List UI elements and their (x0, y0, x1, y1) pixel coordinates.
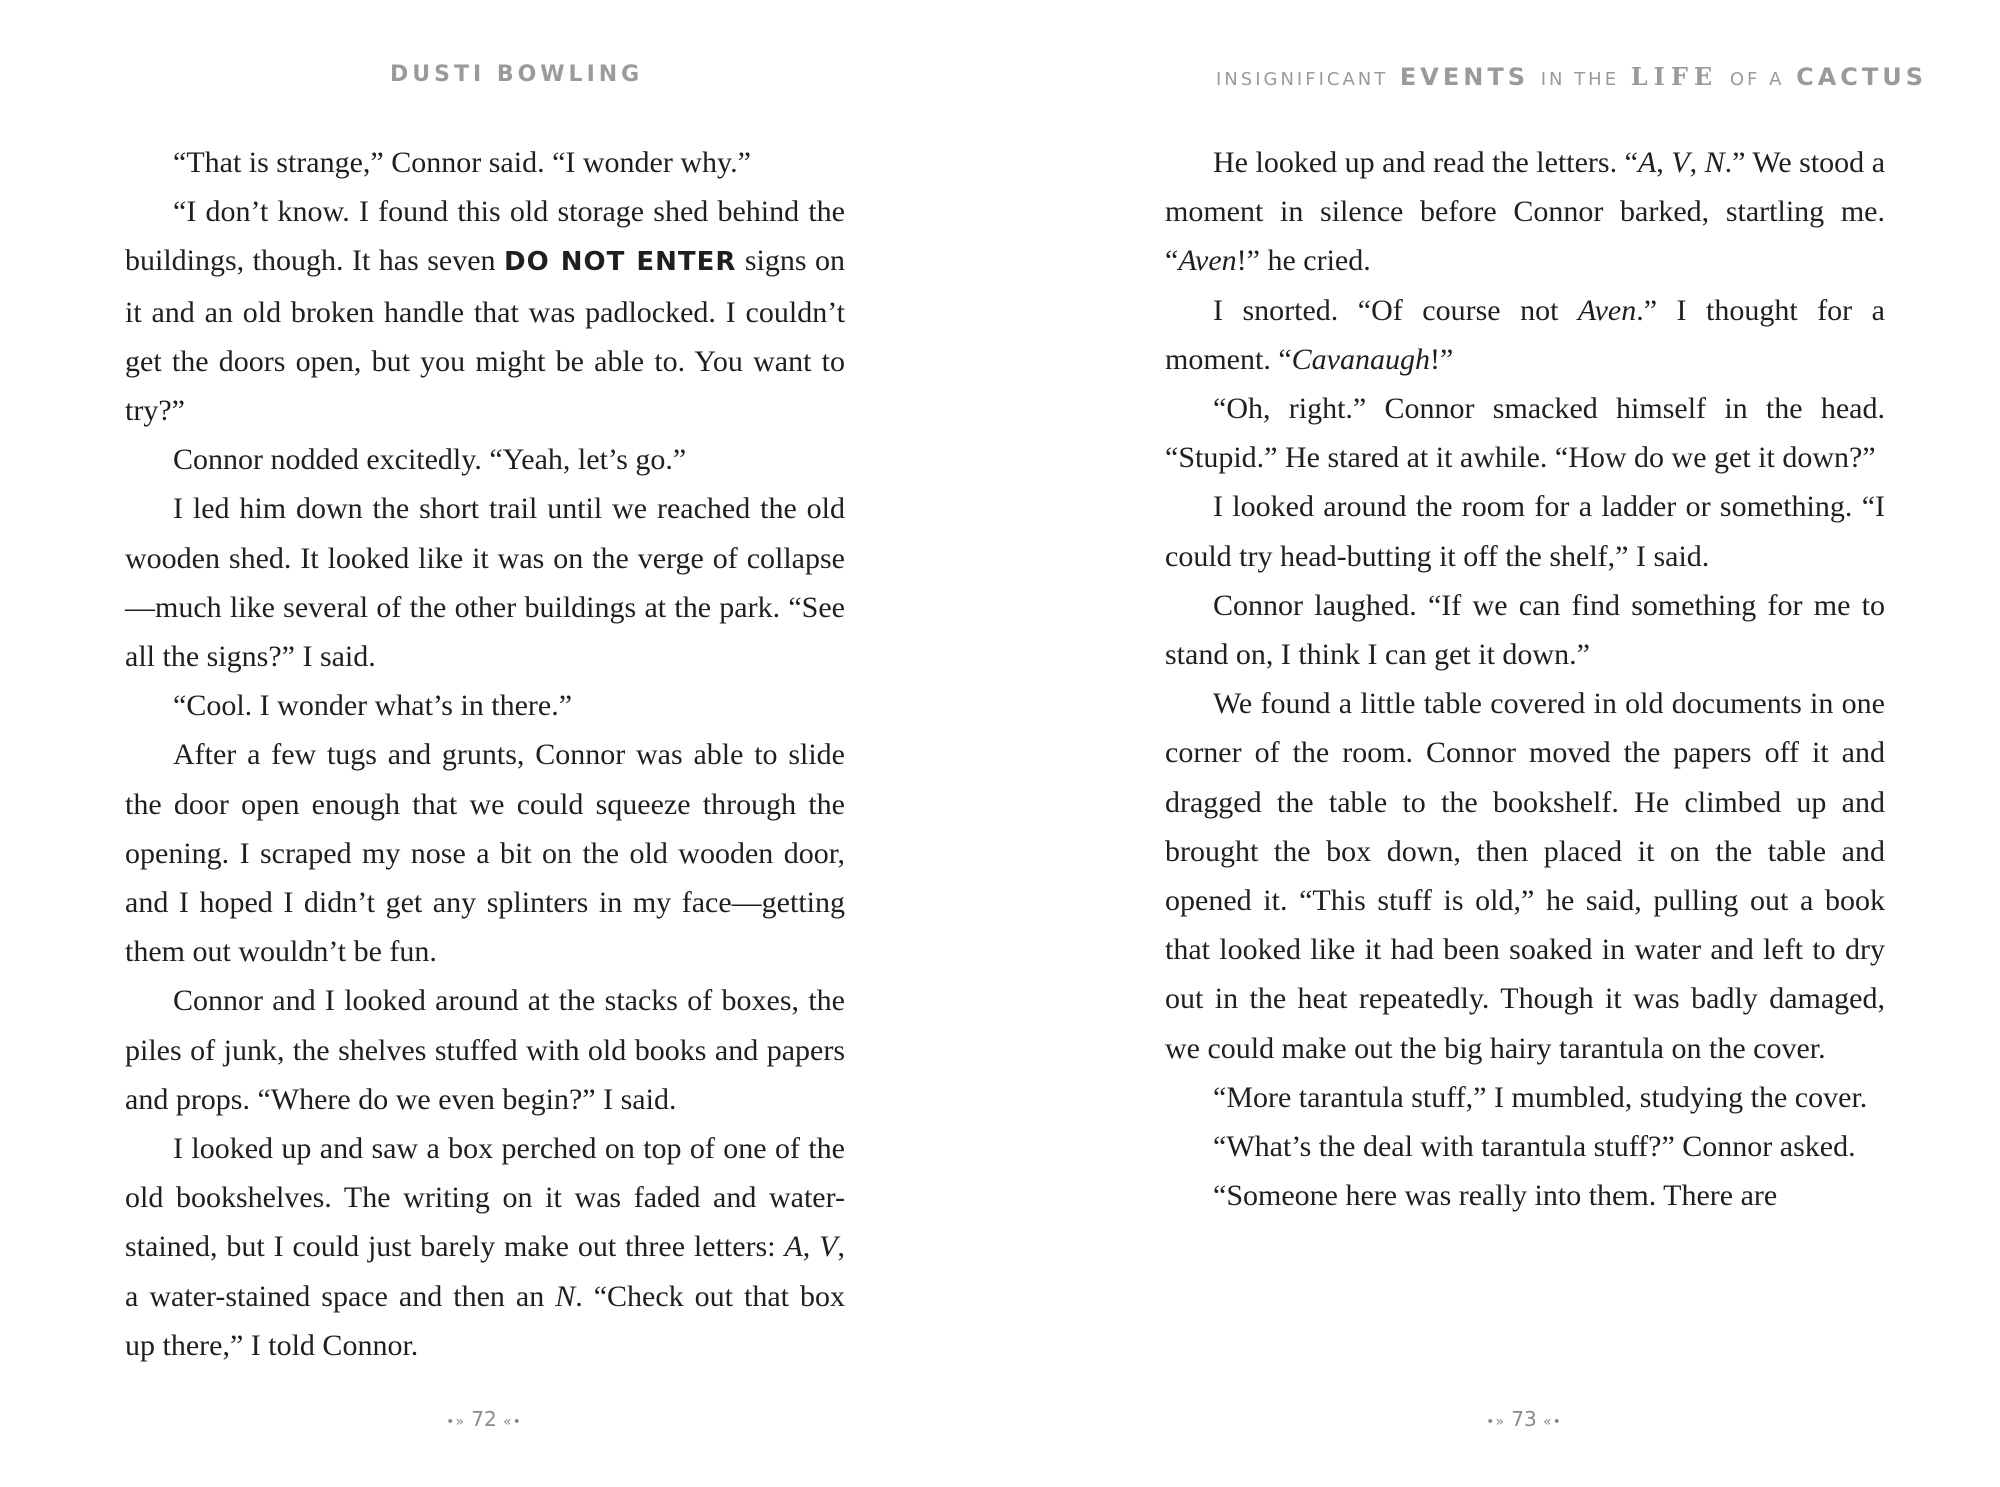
right-page (1000, 0, 2000, 1487)
folio-ornament-left-icon: •» (446, 1414, 465, 1430)
running-header-title: INSIGNIFICANT EVENTS IN THE LIFE OF A CACTUS (1216, 62, 1928, 91)
paragraph: “What’s the deal with tarantula stuff?” Connor asked. (1213, 1130, 1856, 1164)
paragraph: Connor laughed. “If we can find something for me to stand on, I think I can get it down.” (1165, 588, 1885, 672)
left-page-body (125, 138, 845, 1370)
paragraph: “More tarantula stuff,” I mumbled, studying the cover. (1213, 1080, 1868, 1114)
folio-ornament-right-icon: «• (503, 1414, 522, 1430)
right-page-body (1165, 138, 1885, 1220)
paragraph: “Cool. I wonder what’s in there.” (173, 689, 573, 723)
paragraph: “That is strange,” Connor said. “I wonder why.” (173, 146, 751, 179)
paragraph: After a few tugs and grunts, Connor was able to slide the door open enough that we could squeeze through the opening. I scraped my nose a bit on the old wooden door, and I hoped I didn’t get any splinters in my face—getting them out wouldn’t be fun. (125, 738, 845, 969)
do-not-enter-sign-text: DO NOT ENTER (504, 247, 737, 278)
paragraph: “Someone here was really into them. There are (1213, 1179, 1778, 1213)
folio-ornament-right-icon: «• (1543, 1414, 1562, 1430)
page-number: •» 72 «• (446, 1407, 522, 1431)
running-header-author: DUSTI BOWLING (390, 62, 644, 87)
folio-ornament-left-icon: •» (1486, 1414, 1505, 1430)
paragraph: We found a little table covered in old documents in one corner of the room. Connor moved the papers off it and dragged the table to the bookshelf. He climbed up and brought the box down, then placed it on the table and opened it. “This stuff is old,” he said, pulling out a book that looked like it had been soaked in water and left to dry out in the heat repeatedly. Though it was badly damaged, we could make out the big hairy tarantula on the cover. (1165, 687, 1885, 1065)
paragraph: I looked around the room for a ladder or something. “I could try head-butting it off the shelf,” I said. (1165, 490, 1885, 573)
paragraph: “I don’t know. I found this old storage shed behind the buildings, though. It has seven DO NOT ENTER signs on it and an old broken handle that was padlocked. I couldn’t get the doors open, but you might be able to. You want to try?” (125, 195, 846, 428)
paragraph: I snorted. “Of course not Aven.” I thought for a moment. “Cavanaugh!” (1165, 293, 1885, 376)
paragraph: I led him down the short trail until we reached the old wooden shed. It looked like it was on the verge of collapse—much like several of the other buildings at the park. “See all the signs?” I said. (125, 492, 845, 674)
paragraph: Connor nodded excitedly. “Yeah, let’s go.” (173, 443, 687, 477)
paragraph: I looked up and saw a box perched on top of one of the old bookshelves. The writing on it was faded and water-stained, but I could just barely make out three letters: A, V, a water-stained space and then an N. “Check out that box up there,” I told Connor. (125, 1132, 845, 1362)
paragraph: “Oh, right.” Connor smacked himself in the head. “Stupid.” He stared at it awhile. “How do we get it down?” (1165, 392, 1885, 475)
paragraph: Connor and I looked around at the stacks of boxes, the piles of junk, the shelves stuffed with old books and papers and props. “Where do we even begin?” I said. (125, 984, 845, 1116)
paragraph: He looked up and read the letters. “A, V, N.” We stood a moment in silence before Connor barked, startling me. “Aven!” he cried. (1165, 146, 1886, 278)
page-number: •» 73 «• (1486, 1407, 1562, 1431)
